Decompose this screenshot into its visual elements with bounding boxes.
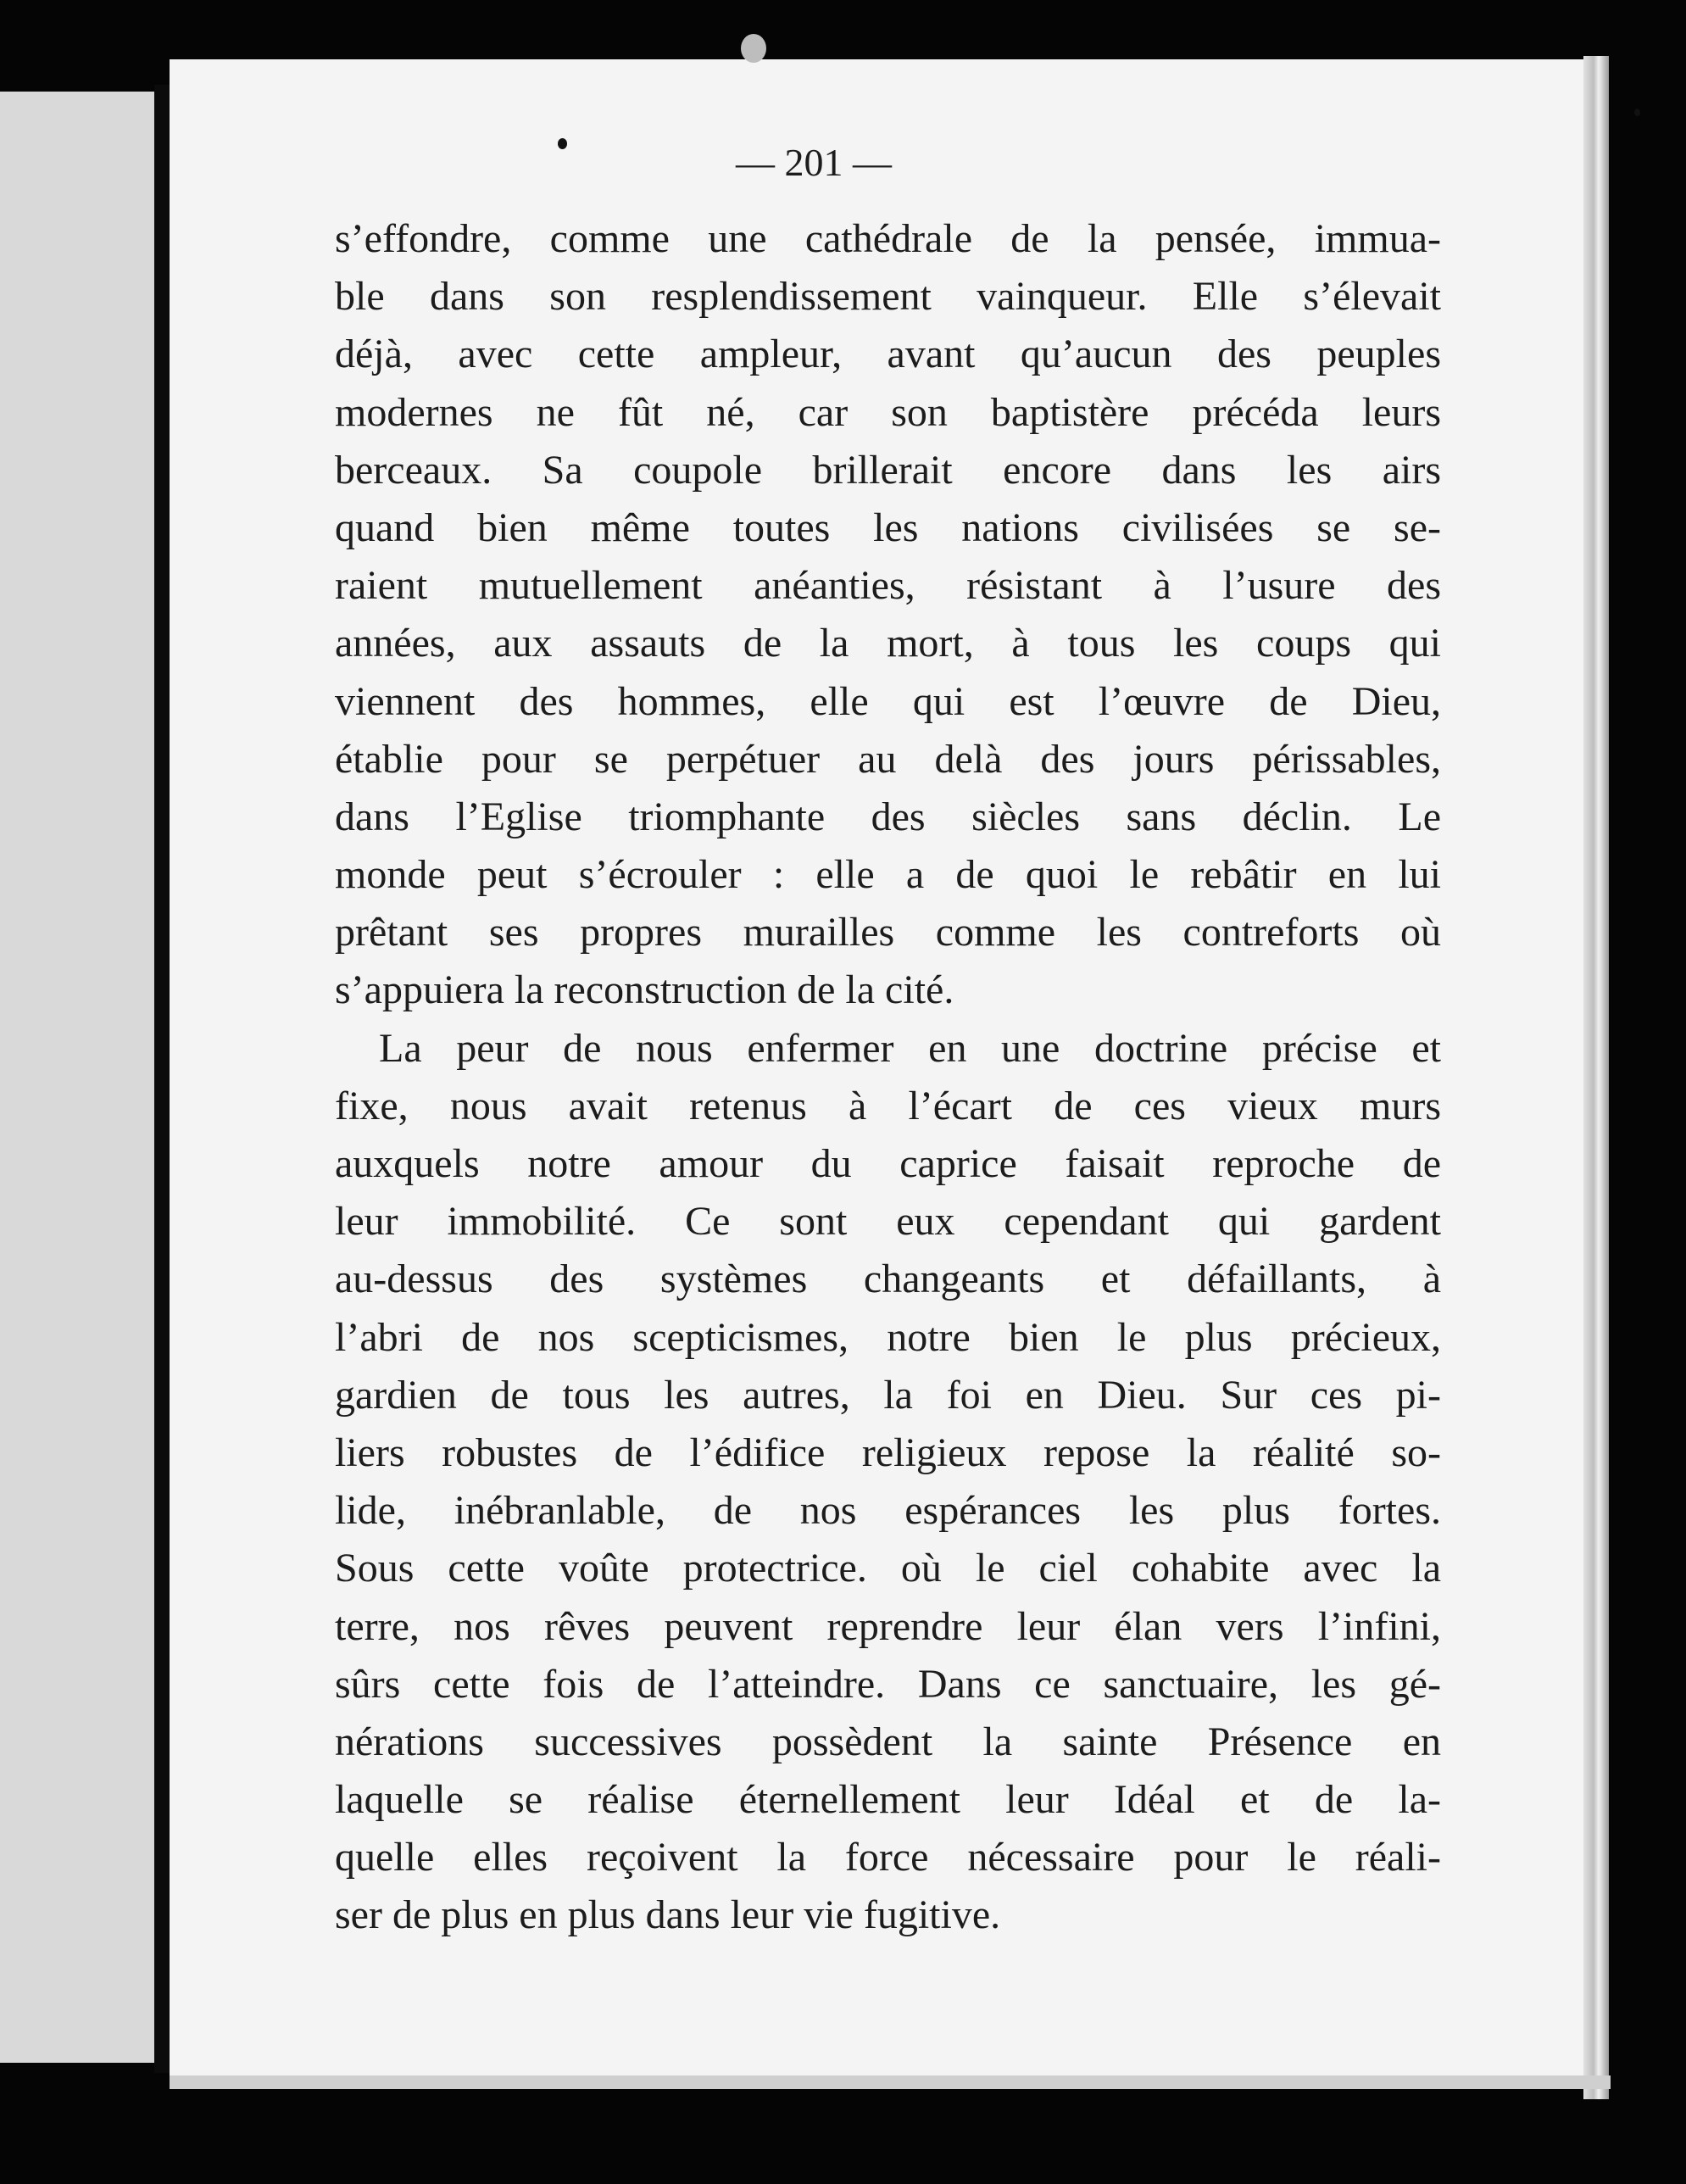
text-line: prêtant ses propres murailles comme les contreforts où [335,910,1441,956]
text-line: berceaux. Sa coupole brillerait encore dans les airs [335,447,1441,493]
text-line: années, aux assauts de la mort, à tous les coups qui [335,621,1441,666]
left-page-edge [0,92,158,2063]
text-line: dans l’Eglise triomphante des siècles sans déclin. Le [335,794,1441,839]
ink-speck [1634,109,1640,116]
text-line: ser de plus en plus dans leur vie fugitive. [335,1892,1001,1938]
text-line: terre, nos rêves peuvent reprendre leur élan vers l’infini, [335,1603,1441,1649]
text-line: sûrs cette fois de l’atteindre. Dans ce sanctuaire, les gé- [335,1661,1441,1707]
text-line: gardien de tous les autres, la foi en Dieu. Sur ces pi- [335,1372,1441,1418]
text-line: nérations successives possèdent la sainte Présence en [335,1719,1441,1764]
page-text [335,210,1441,1945]
text-line: raient mutuellement anéanties, résistant à l’usure des [335,563,1441,609]
page-number: — 201 — [736,141,892,184]
text-line: monde peut s’écrouler : elle a de quoi le rebâtir en lui [335,852,1441,898]
text-line: déjà, avec cette ampleur, avant qu’aucun des peuples [335,332,1441,377]
text-line: liers robustes de l’édifice religieux repose la réalité so- [335,1429,1441,1475]
text-line: La peur de nous enfermer en une doctrine précise et [379,1025,1441,1071]
ink-speck [558,138,567,149]
right-page-edge [1583,56,1609,2099]
text-line: au-dessus des systèmes changeants et défaillants, à [335,1256,1441,1302]
text-line: ble dans son resplendissement vainqueur. Elle s’élevait [335,274,1441,320]
text-line: quelle elles reçoivent la force nécessaire pour le réali- [335,1835,1441,1880]
text-line: fixe, nous avait retenus à l’écart de ces vieux murs [335,1083,1441,1128]
text-line: leur immobilité. Ce sont eux cependant qui gardent [335,1199,1441,1245]
text-line: auxquels notre amour du caprice faisait reproche de [335,1141,1441,1186]
text-line: lide, inébranlable, de nos espérances les plus fortes. [335,1488,1441,1534]
text-line: s’appuiera la reconstruction de la cité. [335,967,954,1013]
text-line: Sous cette voûte protectrice. où le ciel cohabite avec la [335,1546,1441,1591]
text-line: modernes ne fût né, car son baptistère précéda leurs [335,389,1441,435]
text-line: quand bien même toutes les nations civilisées se se- [335,504,1441,550]
bottom-page-edge [170,2075,1611,2089]
text-line: s’effondre, comme une cathédrale de la pensée, immua- [335,216,1441,261]
text-line: viennent des hommes, elle qui est l’œuvre de Dieu, [335,678,1441,724]
text-line: établie pour se perpétuer au delà des jours périssables, [335,736,1441,782]
ink-speck [741,34,766,63]
text-line: l’abri de nos scepticismes, notre bien le plus précieux, [335,1314,1441,1360]
text-line: laquelle se réalise éternellement leur Idéal et de la- [335,1777,1441,1823]
